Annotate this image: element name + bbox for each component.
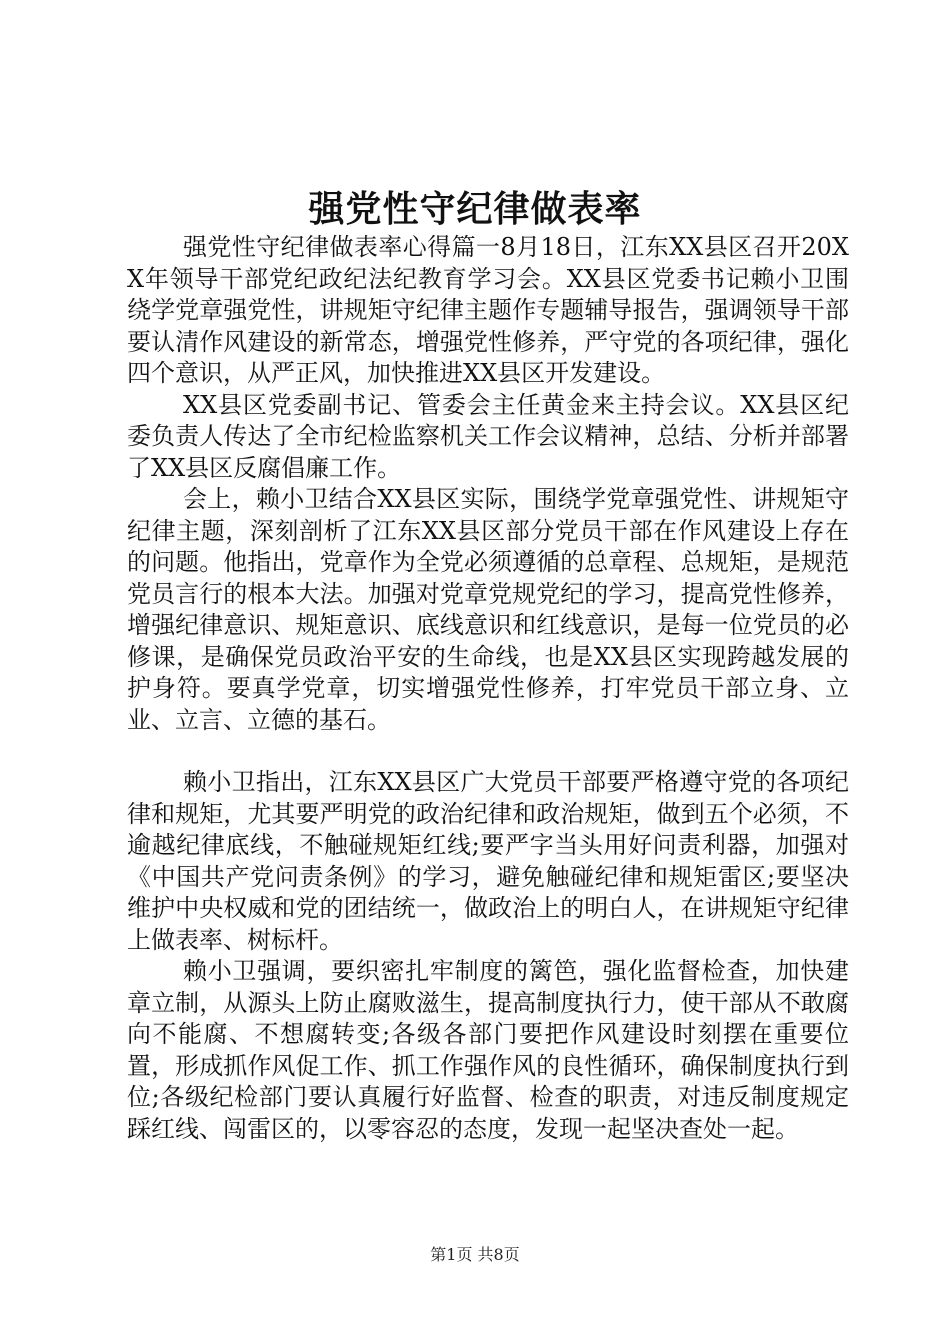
paragraph-1: 强党性守纪律做表率心得篇一8月18日，江东XX县区召开20XX年领导干部党纪政纪法纪教育学习会。XX县区党委书记赖小卫围绕学党章强党性，讲规矩守纪律主题作专题辅导报告，强调领导干部要认清作风建设的新常态，增强党性修养，严守党的各项纪律，强化四个意识，从严正风，加快推进XX县区开发建设。 xyxy=(127,233,849,387)
paragraph-5: 赖小卫强调，要织密扎牢制度的篱笆，强化监督检查，加快建章立制，从源头上防止腐败滋生，提高制度执行力，使干部从不敢腐向不能腐、不想腐转变;各级各部门要把作风建设时刻摆在重要位置，形成抓作风促工作、抓工作强作风的良性循环，确保制度执行到位;各级纪检部门要认真履行好监督、检查的职责，对违反制度规定踩红线、闯雷区的，以零容忍的态度，发现一起坚决查处一起。 xyxy=(127,957,849,1143)
paragraph-2: XX县区党委副书记、管委会主任黄金来主持会议。XX县区纪委负责人传达了全市纪检监察机关工作会议精神，总结、分析并部署了XX县区反腐倡廉工作。 xyxy=(127,390,849,482)
page-footer: 第1页 共8页 xyxy=(430,1245,520,1264)
document-body xyxy=(127,232,849,1145)
paragraph-3: 会上，赖小卫结合XX县区实际，围绕学党章强党性、讲规矩守纪律主题，深刻剖析了江东XX县区部分党员干部在作风建设上存在的问题。他指出，党章作为全党必须遵循的总章程、总规矩，是规范党员言行的根本大法。加强对党章党规党纪的学习，提高党性修养，增强纪律意识、规矩意识、底线意识和红线意识，是每一位党员的必修课，是确保党员政治平安的生命线，也是XX县区实现跨越发展的护身符。要真学党章，切实增强党性修养，打牢党员干部立身、立业、立言、立德的基石。 xyxy=(127,485,849,734)
paragraph-4: 赖小卫指出，江东XX县区广大党员干部要严格遵守党的各项纪律和规矩，尤其要严明党的政治纪律和政治规矩，做到五个必须，不逾越纪律底线，不触碰规矩红线;要严字当头用好问责利器，加强对《中国共产党问责条例》的学习，避免触碰纪律和规矩雷区;要坚决维护中央权威和党的团结统一，做政治上的明白人，在讲规矩守纪律上做表率、树标杆。 xyxy=(127,768,849,954)
document-title: 强党性守纪律做表率 xyxy=(308,188,642,230)
